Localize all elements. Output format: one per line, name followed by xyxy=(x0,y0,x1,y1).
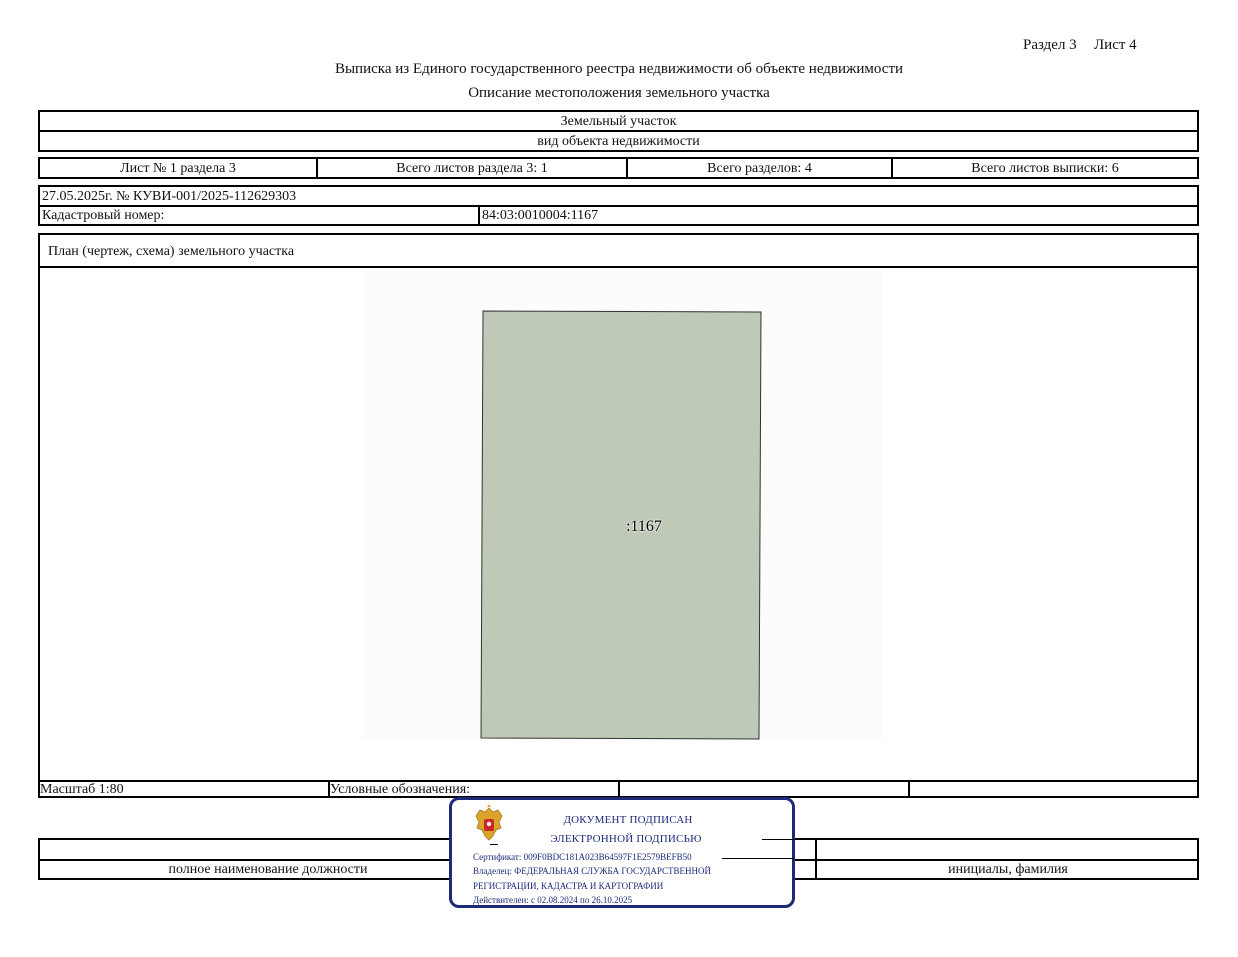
legend-label: Условные обозначения: xyxy=(330,782,471,797)
section-number: Раздел 3 xyxy=(1023,37,1077,53)
stamp-validity: Действителен: с 02.08.2024 по 26.10.2025 xyxy=(473,895,633,905)
sheets-row xyxy=(38,157,1199,179)
stamp-owner-2: РЕГИСТРАЦИИ, КАДАСТРА И КАРТОГРАФИИ xyxy=(473,881,664,891)
scale-label: Масштаб 1:80 xyxy=(40,782,124,797)
plan-block xyxy=(38,233,1199,798)
plan-heading: План (чертеж, схема) земельного участка xyxy=(48,244,295,259)
date-and-number: 27.05.2025г. № КУВИ-001/2025-112629303 xyxy=(42,189,297,204)
cadastral-number: 84:03:0010004:1167 xyxy=(482,208,599,223)
name-caption: инициалы, фамилия xyxy=(948,862,1068,877)
object-type-caption: вид объекта недвижимости xyxy=(537,134,700,149)
position-caption: полное наименование должности xyxy=(168,862,368,877)
object-type-value: Земельный участок xyxy=(560,114,677,129)
object-type-block xyxy=(38,110,1199,152)
plan-drawing-area xyxy=(362,271,882,741)
stamp-line-2: ЭЛЕКТРОННОЙ ПОДПИСЬЮ xyxy=(550,833,702,845)
total-sheets-section: Всего листов раздела 3: 1 xyxy=(396,161,548,176)
document-subtitle: Описание местоположения земельного участка xyxy=(468,85,770,101)
document-title: Выписка из Единого государственного реестра недвижимости об объекте недвижимости xyxy=(334,61,904,77)
total-sections: Всего разделов: 4 xyxy=(707,161,812,176)
parcel-polygon xyxy=(481,311,761,739)
stamp-line-1: ДОКУМЕНТ ПОДПИСАН xyxy=(563,814,693,826)
cadastral-label: Кадастровый номер: xyxy=(42,208,165,223)
total-sheets-extract: Всего листов выписки: 6 xyxy=(971,161,1119,176)
electronic-signature-stamp xyxy=(449,797,795,908)
parcel-label: :1167 xyxy=(626,518,662,535)
parcel-drawing xyxy=(362,271,882,741)
doc-info-block xyxy=(38,185,1199,226)
stamp-certificate: Сертификат: 009F0BDC181A023B64597F1E2579BEFB50 xyxy=(473,852,692,862)
sheet-of-section: Лист № 1 раздела 3 xyxy=(120,161,236,176)
sheet-number: Лист 4 xyxy=(1094,37,1137,53)
stamp-owner-1: Владелец: ФЕДЕРАЛЬНАЯ СЛУЖБА ГОСУДАРСТВЕННОЙ xyxy=(473,866,712,876)
